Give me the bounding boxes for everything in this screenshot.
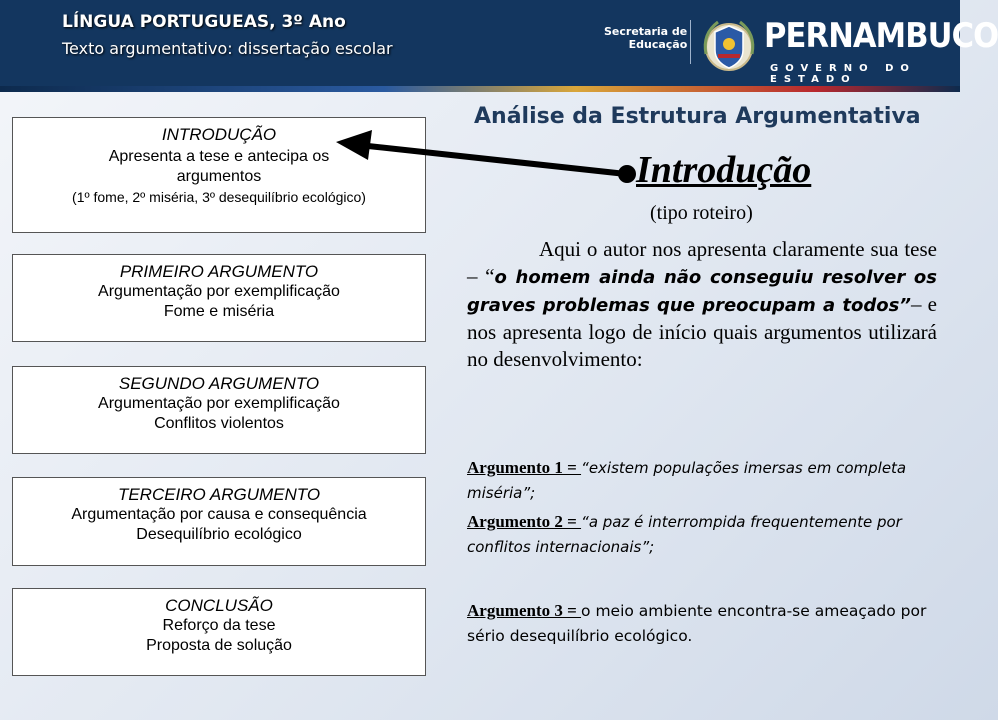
state-gov-label: GOVERNO DO ESTADO [770, 63, 916, 85]
intro-title: Introdução [636, 149, 812, 191]
intro-subtitle: (tipo roteiro) [650, 202, 753, 224]
intro-text-start: Aqui o autor nos apresenta claramente sua tese – “ [467, 237, 937, 288]
box-line: Conflitos violentos [154, 415, 284, 432]
box-line: Argumentação por causa e consequência [71, 506, 367, 523]
box-line: Desequilíbrio ecológico [136, 526, 302, 543]
argument-1 [467, 456, 947, 506]
box-title: CONCLUSÃO [165, 596, 273, 615]
argument-text: “a paz é interrompida frequentemente por conflitos internacionais”; [467, 513, 902, 556]
intro-text-end: – e nos apresenta logo de início quais argumentos utilizará no desenvolvimento: [467, 292, 937, 371]
argument-2 [467, 510, 947, 560]
state-name: PERNAMBUCO [764, 16, 998, 56]
box-line: (1º fome, 2º miséria, 3º desequilíbrio ecológico) [72, 189, 366, 205]
secretaria-line-2: Educação [628, 38, 688, 51]
course-title: LÍNGUA PORTUGUEAS, 3º Ano [62, 12, 346, 32]
box-line: Argumentação por exemplificação [98, 283, 340, 300]
course-subtitle: Texto argumentativo: dissertação escolar [62, 39, 393, 58]
box-line: Proposta de solução [146, 637, 292, 654]
intro-paragraph [467, 236, 937, 373]
argument-label: Argumento 1 = [467, 458, 582, 477]
box-title: SEGUNDO ARGUMENTO [118, 374, 320, 393]
box-line: Fome e miséria [163, 303, 275, 320]
box-title: INTRODUÇÃO [161, 125, 277, 144]
box-title: PRIMEIRO ARGUMENTO [119, 262, 319, 281]
argument-text: “existem populações imersas em completa miséria”; [467, 459, 907, 502]
argument-label: Argumento 2 = [467, 512, 582, 531]
intro-thesis: o homem ainda não conseguiu resolver os graves problemas que preocupam a todos” [467, 267, 937, 316]
slide-heading: Análise da Estrutura Argumentativa [474, 104, 921, 129]
box-title: TERCEIRO ARGUMENTO [117, 485, 321, 504]
argument-text: o meio ambiente encontra-se ameaçado por sério desequilíbrio ecológico. [467, 602, 927, 645]
argument-label: Argumento 3 = [467, 601, 582, 620]
box-line: Argumentação por exemplificação [98, 395, 340, 412]
argument-3 [467, 599, 947, 649]
box-line: Apresenta a tese e antecipa os argumentos [108, 148, 330, 185]
secretaria-line-1: Secretaria de [604, 25, 688, 38]
box-line: Reforço da tese [162, 617, 276, 634]
